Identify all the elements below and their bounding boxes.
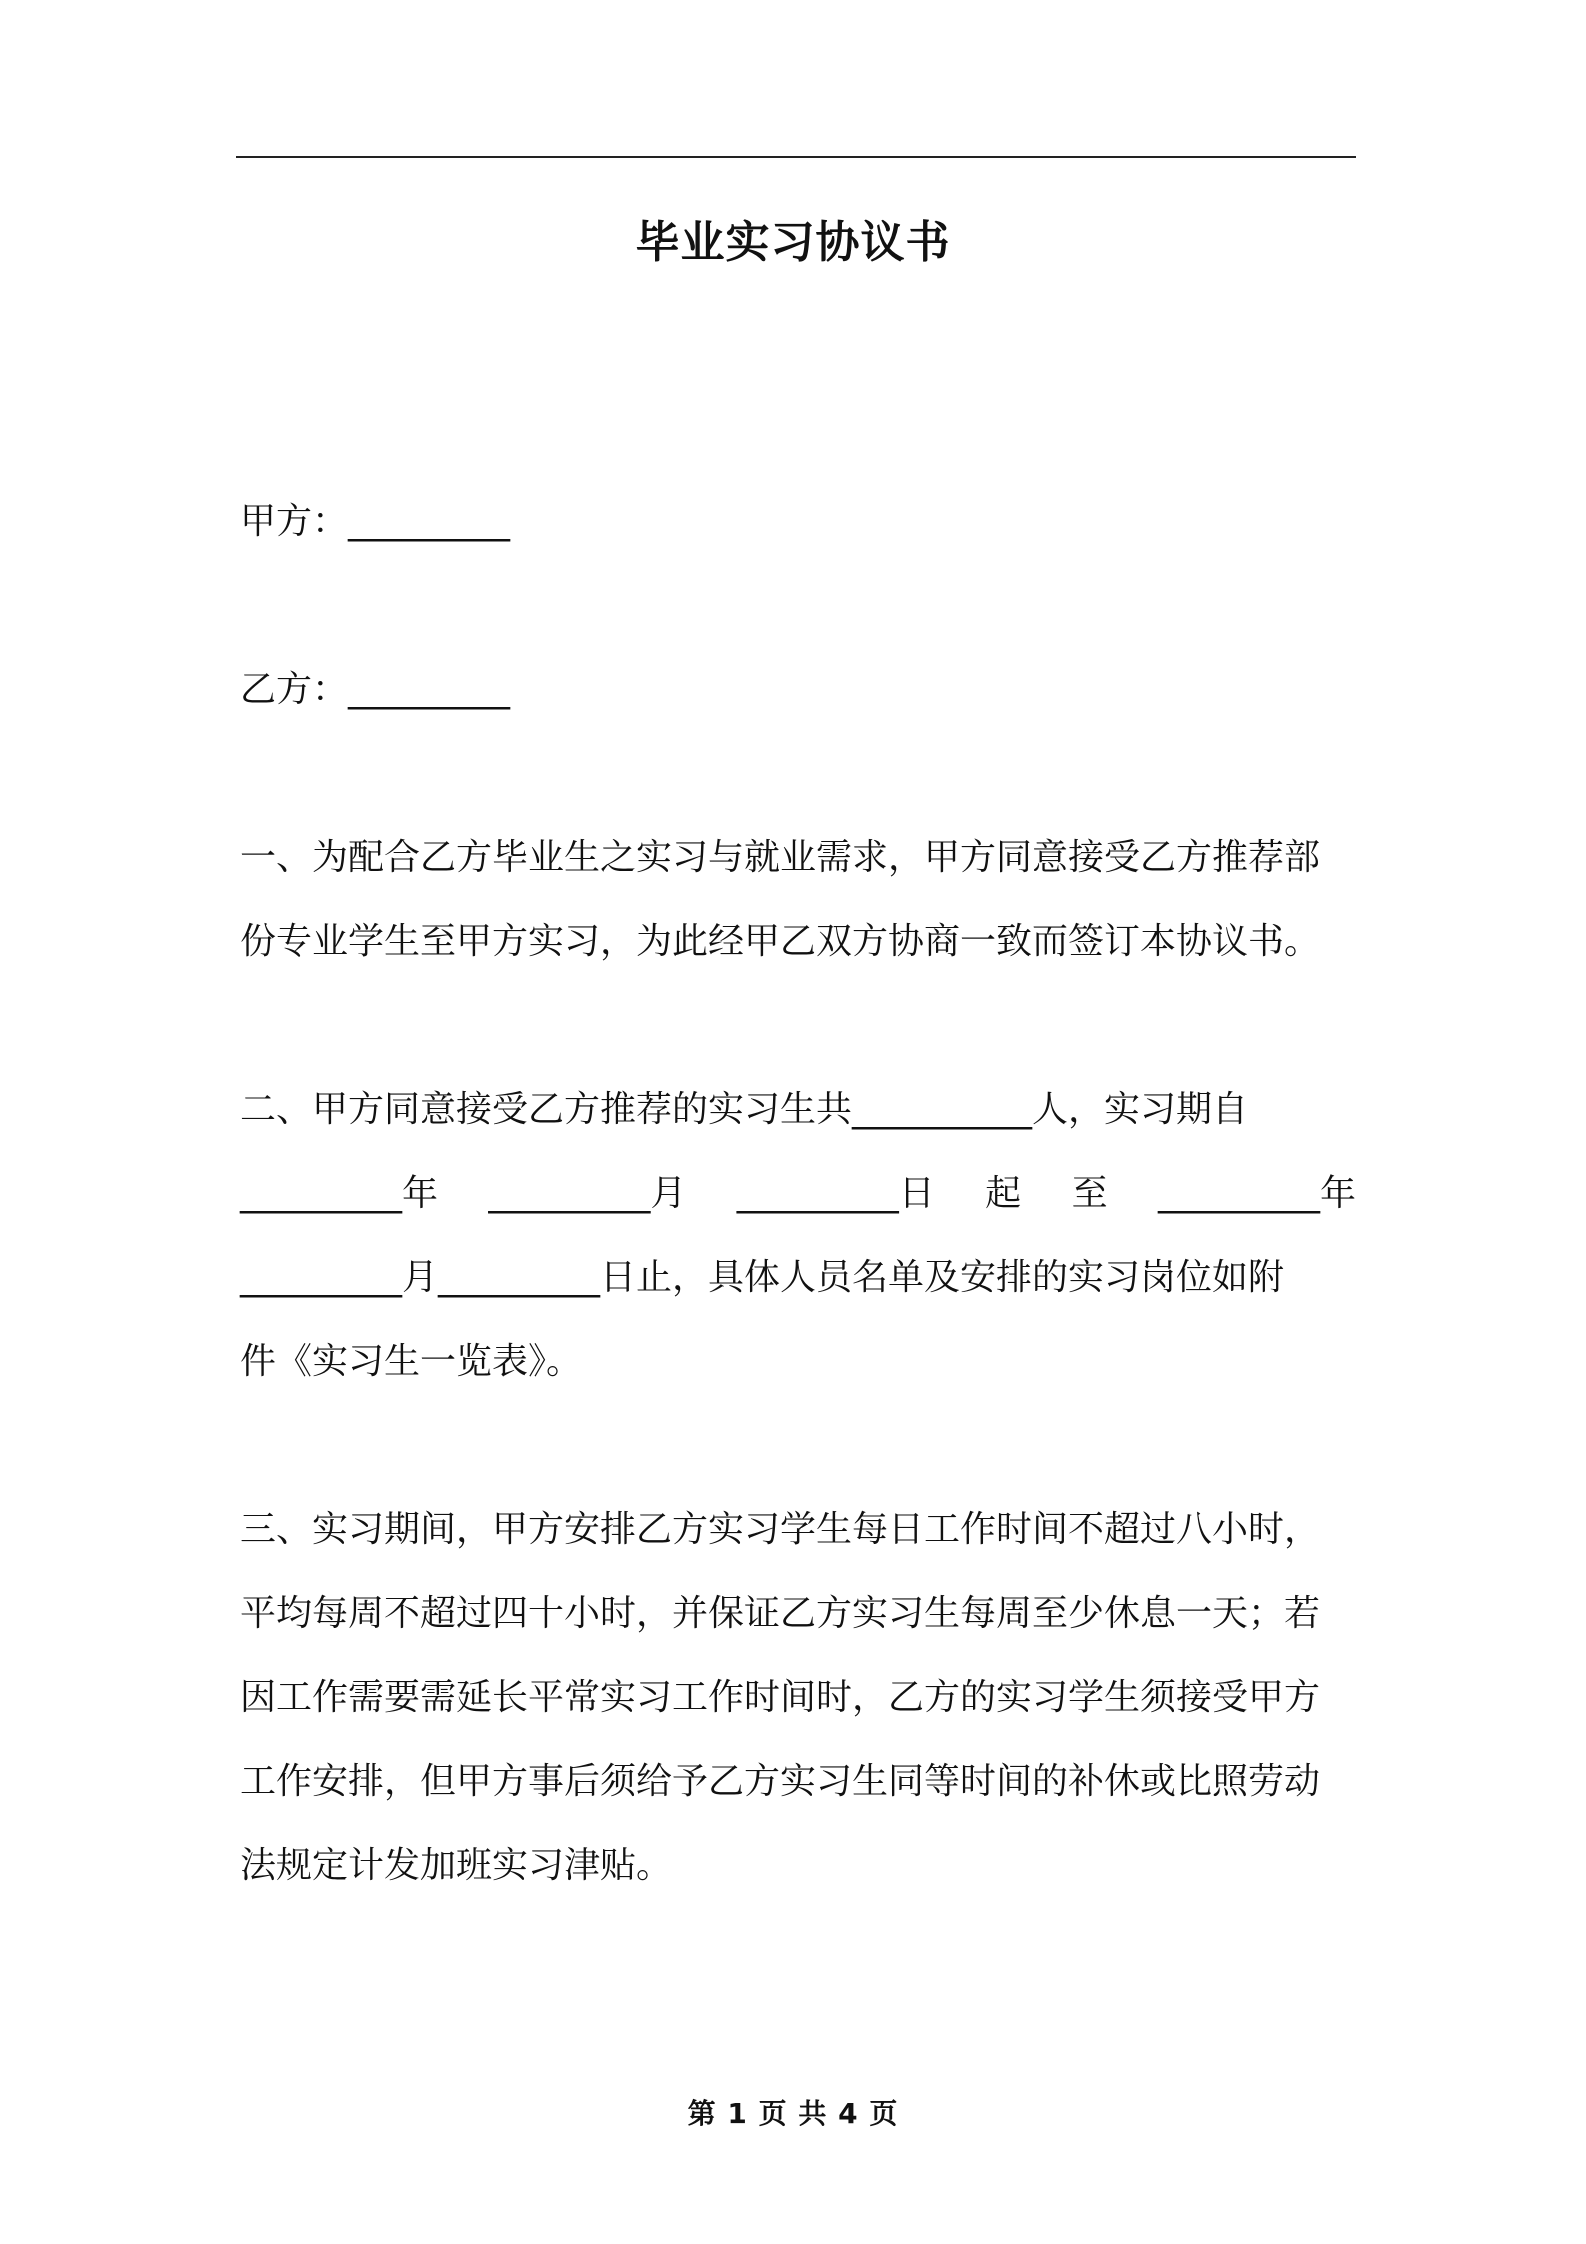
document-title: 毕业实习协议书 xyxy=(635,217,951,268)
party-b-line: 乙方：_________ xyxy=(240,669,511,710)
clause2-line4: 件《实习生一览表》。 xyxy=(240,1341,583,1382)
clause2-end-year-blank: _________年 xyxy=(1157,1173,1356,1214)
clause2-day-blank: _________日 xyxy=(736,1173,935,1214)
header-rule xyxy=(236,156,1356,158)
clause3-line2: 平均每周不超过四十小时，并保证乙方实习生每周至少休息一天；若 xyxy=(240,1593,1321,1634)
clause2-to-text: 至 xyxy=(1071,1173,1108,1214)
clause2-month-blank: _________月 xyxy=(488,1173,687,1214)
clause1-line1: 一、为配合乙方毕业生之实习与就业需求，甲方同意接受乙方推荐部 xyxy=(240,837,1321,878)
clause3-line5: 法规定计发加班实习津贴。 xyxy=(240,1845,673,1886)
clause3-line4: 工作安排，但甲方事后须给予乙方实习生同等时间的补休或比照劳动 xyxy=(240,1761,1321,1802)
clause3-line1: 三、实习期间，甲方安排乙方实习学生每日工作时间不超过八小时， xyxy=(240,1509,1321,1550)
clause1-line2: 份专业学生至甲方实习，为此经甲乙双方协商一致而签订本协议书。 xyxy=(240,921,1321,962)
clause2-year-blank: _________年 xyxy=(240,1173,439,1214)
clause3-line3: 因工作需要需延长平常实习工作时间时，乙方的实习学生须接受甲方 xyxy=(240,1677,1321,1718)
clause2-line3: _________月_________日止，具体人员名单及安排的实习岗位如附 xyxy=(240,1257,1285,1298)
page-footer: 第 1 页 共 4 页 xyxy=(687,2097,899,2130)
clause2-line2 xyxy=(240,1152,1356,1236)
clause2-line1: 二、甲方同意接受乙方推荐的实习生共__________人，实习期自 xyxy=(240,1089,1249,1130)
party-a-line: 甲方：_________ xyxy=(240,501,511,542)
clause2-from-text: 起 xyxy=(985,1173,1022,1214)
